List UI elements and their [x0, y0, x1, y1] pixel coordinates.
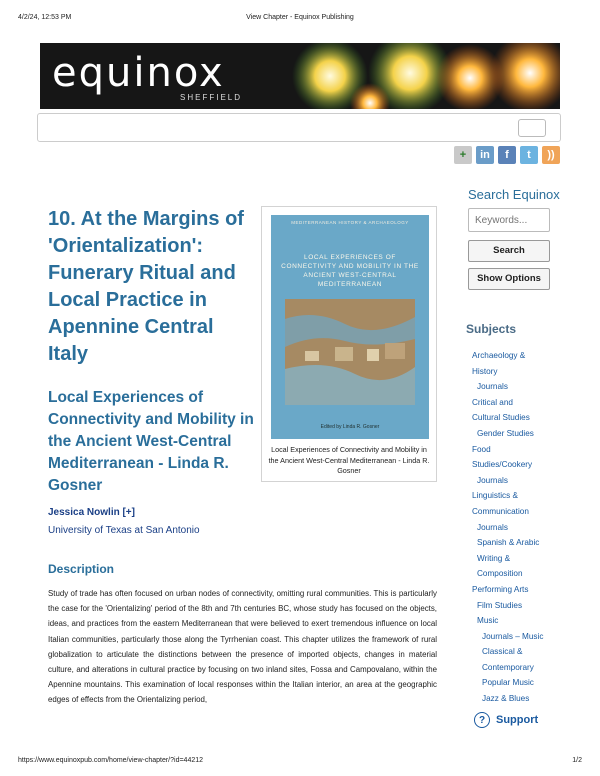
google-plus-icon[interactable]: +: [454, 146, 472, 164]
site-banner[interactable]: [40, 43, 560, 109]
book-cover-box: [261, 206, 437, 482]
subject-link[interactable]: History: [472, 366, 498, 376]
share-icons: [454, 146, 560, 164]
chapter-title: 10. At the Margins of 'Orientalization': Funerary Ritual and Local Practice in Apennine Central Italy: [48, 208, 244, 365]
support-link[interactable]: [474, 712, 538, 728]
subject-link[interactable]: Writing &: [477, 553, 511, 563]
subject-link[interactable]: Journals: [477, 382, 508, 392]
show-options-button[interactable]: Show Options: [468, 268, 550, 290]
print-url: https://www.equinoxpub.com/home/view-chapter/?id=44212: [18, 757, 204, 764]
top-search-bar[interactable]: [37, 113, 561, 142]
cover-title: LOCAL EXPERIENCES OF CONNECTIVITY AND MOBILITY IN THE ANCIENT WEST-CENTRAL MEDITERRANEAN: [281, 254, 419, 288]
linkedin-icon[interactable]: in: [476, 146, 494, 164]
subject-link[interactable]: Food: [472, 444, 491, 454]
subject-link[interactable]: Critical and: [472, 397, 513, 407]
equinox-logo[interactable]: equinox: [52, 50, 225, 96]
subject-link[interactable]: Music: [477, 616, 499, 626]
sunburst-decoration: [290, 43, 560, 109]
description-text: Study of trade has often focused on urban nodes of connectivity, omitting rural communities. This is particularly the case for the 'Orientalizing' period of the 8th and 7th centuries BC, whose study has focused on the objects, ideas, and practices from the eastern Mediterranean that were believed to exert tremendous influence on local Italian communities, particularly those along the Tyrrhenian coast. This chapter utilizes the framework of rural globalization to articulate the distinctions between the presence of imported objects, changes in material culture, and alterations in cultural practice by focusing on two inland sites, Fossa and Campovalano, within the Apennine mountains. This examination of local responses within the Italian interior, an area at the geographic edges of effects from the Orientalizing period,: [48, 589, 437, 705]
subjects-heading: Subjects: [466, 322, 517, 336]
subject-link[interactable]: Journals: [477, 475, 508, 485]
subject-link[interactable]: Linguistics &: [472, 491, 518, 501]
twitter-icon[interactable]: t: [520, 146, 538, 164]
cover-map-image: [285, 299, 415, 405]
subject-link[interactable]: Communication: [472, 506, 529, 516]
subject-link[interactable]: Composition: [477, 569, 523, 579]
cover-series: MEDITERRANEAN HISTORY & ARCHAEOLOGY: [291, 220, 409, 225]
description-heading: Description: [48, 562, 115, 576]
print-footer: [18, 757, 582, 764]
subject-link[interactable]: Film Studies: [477, 600, 523, 610]
book-cover[interactable]: [271, 215, 429, 439]
search-title: Search Equinox: [468, 187, 560, 202]
sidebar: [468, 186, 560, 290]
author-affiliation: University of Texas at San Antonio: [48, 525, 200, 536]
facebook-icon[interactable]: f: [498, 146, 516, 164]
rss-icon[interactable]: )): [542, 146, 560, 164]
subjects-list: [472, 348, 562, 707]
subject-link[interactable]: Gender Studies: [477, 428, 534, 438]
subject-link[interactable]: Journals: [477, 522, 508, 532]
subject-link[interactable]: Archaeology &: [472, 351, 526, 360]
book-title[interactable]: Local Experiences of Connectivity and Mobility in the Ancient West-Central Mediterranean - Linda R. Gosner: [48, 389, 254, 494]
subject-link[interactable]: Cultural Studies: [472, 413, 530, 423]
subject-link[interactable]: Jazz & Blues: [482, 694, 530, 704]
menu-toggle[interactable]: [518, 119, 546, 137]
subject-link[interactable]: Classical &: [482, 647, 523, 657]
author-block: [48, 504, 200, 540]
print-page-number: 1/2: [572, 757, 582, 764]
keywords-input[interactable]: [468, 208, 550, 232]
author-name[interactable]: Jessica Nowlin [+]: [48, 507, 135, 518]
print-page-title: View Chapter - Equinox Publishing: [246, 14, 354, 21]
search-button[interactable]: Search: [468, 240, 550, 262]
subject-link[interactable]: Journals – Music: [482, 631, 544, 641]
print-date: 4/2/24, 12:53 PM: [18, 14, 72, 21]
support-label: Support: [496, 714, 539, 726]
cover-author: Edited by Linda R. Gosner: [320, 424, 380, 430]
subject-link[interactable]: Popular Music: [482, 678, 534, 688]
subject-link[interactable]: Spanish & Arabic: [477, 538, 540, 548]
subject-link[interactable]: Studies/Cookery: [472, 460, 533, 470]
cover-caption: Local Experiences of Connectivity and Mobility in the Ancient West-Central Mediterranean - Linda R. Gosner: [268, 445, 430, 475]
subject-link[interactable]: Performing Arts: [472, 584, 529, 594]
subject-link[interactable]: Contemporary: [482, 662, 534, 672]
logo-subtitle: SHEFFIELD: [180, 93, 243, 102]
help-icon: ?: [474, 712, 490, 728]
